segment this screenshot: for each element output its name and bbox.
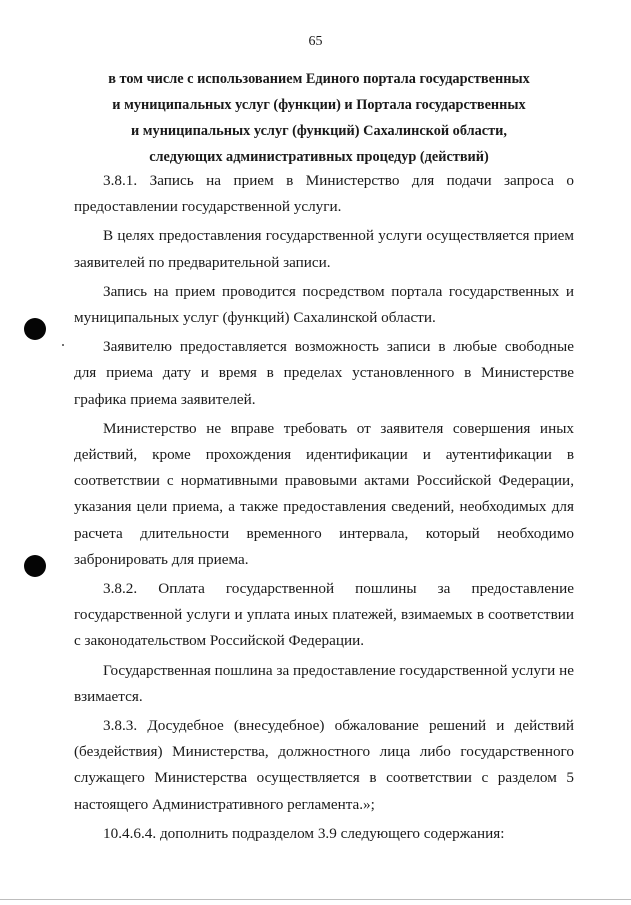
paragraph-restrictions: Министерство не вправе требовать от заявителя совершения иных действий, кроме прохождения идентификации и аутентификации в соответствии с нормативными правовыми актами Российской Федерации, указания цели приема, а также предоставления сведений, необходимых для расчета длительности временного интервала, который необходимо забронировать для приема.: [74, 419, 574, 568]
paragraph-3-8-3: 3.8.3. Досудебное (внесудебное) обжалование решений и действий (бездействия) Министерства, должностного лица либо государственного служащего Министерства осуществляется в соответствии с разделом 5 настоящего Административного регламента.»;: [74, 717, 574, 813]
punch-hole-mark: [24, 555, 46, 577]
paragraph-purpose: В целях предоставления государственной услуги осуществляется прием заявителей по предварительной записи.: [74, 227, 574, 271]
paragraph-10-4-6-4: 10.4.6.4. дополнить подразделом 3.9 следующего содержания:: [103, 824, 505, 842]
paragraph-fee: Государственная пошлина за предоставление государственной услуги не взимается.: [74, 661, 574, 705]
heading-line: и муниципальных услуг (функции) и Портала государственных: [112, 97, 526, 113]
section-heading: [64, 66, 574, 170]
heading-line: в том числе с использованием Единого портала государственных: [108, 71, 530, 87]
paragraph-free-slots: Заявителю предоставляется возможность записи в любые свободные для приема дату и время в пределах установленного в Министерстве графика приема заявителей.: [74, 338, 574, 408]
paragraph-portal: Запись на прием проводится посредством портала государственных и муниципальных услуг (функций) Сахалинской области.: [74, 282, 574, 327]
document-body: [74, 168, 574, 847]
scan-speck: [62, 344, 64, 346]
heading-line: и муниципальных услуг (функций) Сахалинской области,: [131, 123, 507, 139]
scan-edge-line: [0, 899, 631, 900]
punch-hole-mark: [24, 318, 46, 340]
paragraph-3-8-1: 3.8.1. Запись на прием в Министерство для подачи запроса о предоставлении государственной услуги.: [74, 172, 574, 216]
heading-line: следующих административных процедур (действий): [149, 149, 489, 165]
page-number: 65: [308, 34, 323, 49]
paragraph-3-8-2: 3.8.2. Оплата государственной пошлины за предоставление государственной услуги и уплата иных платежей, взимаемых в соответствии с законодательством Российской Федерации.: [74, 580, 574, 650]
